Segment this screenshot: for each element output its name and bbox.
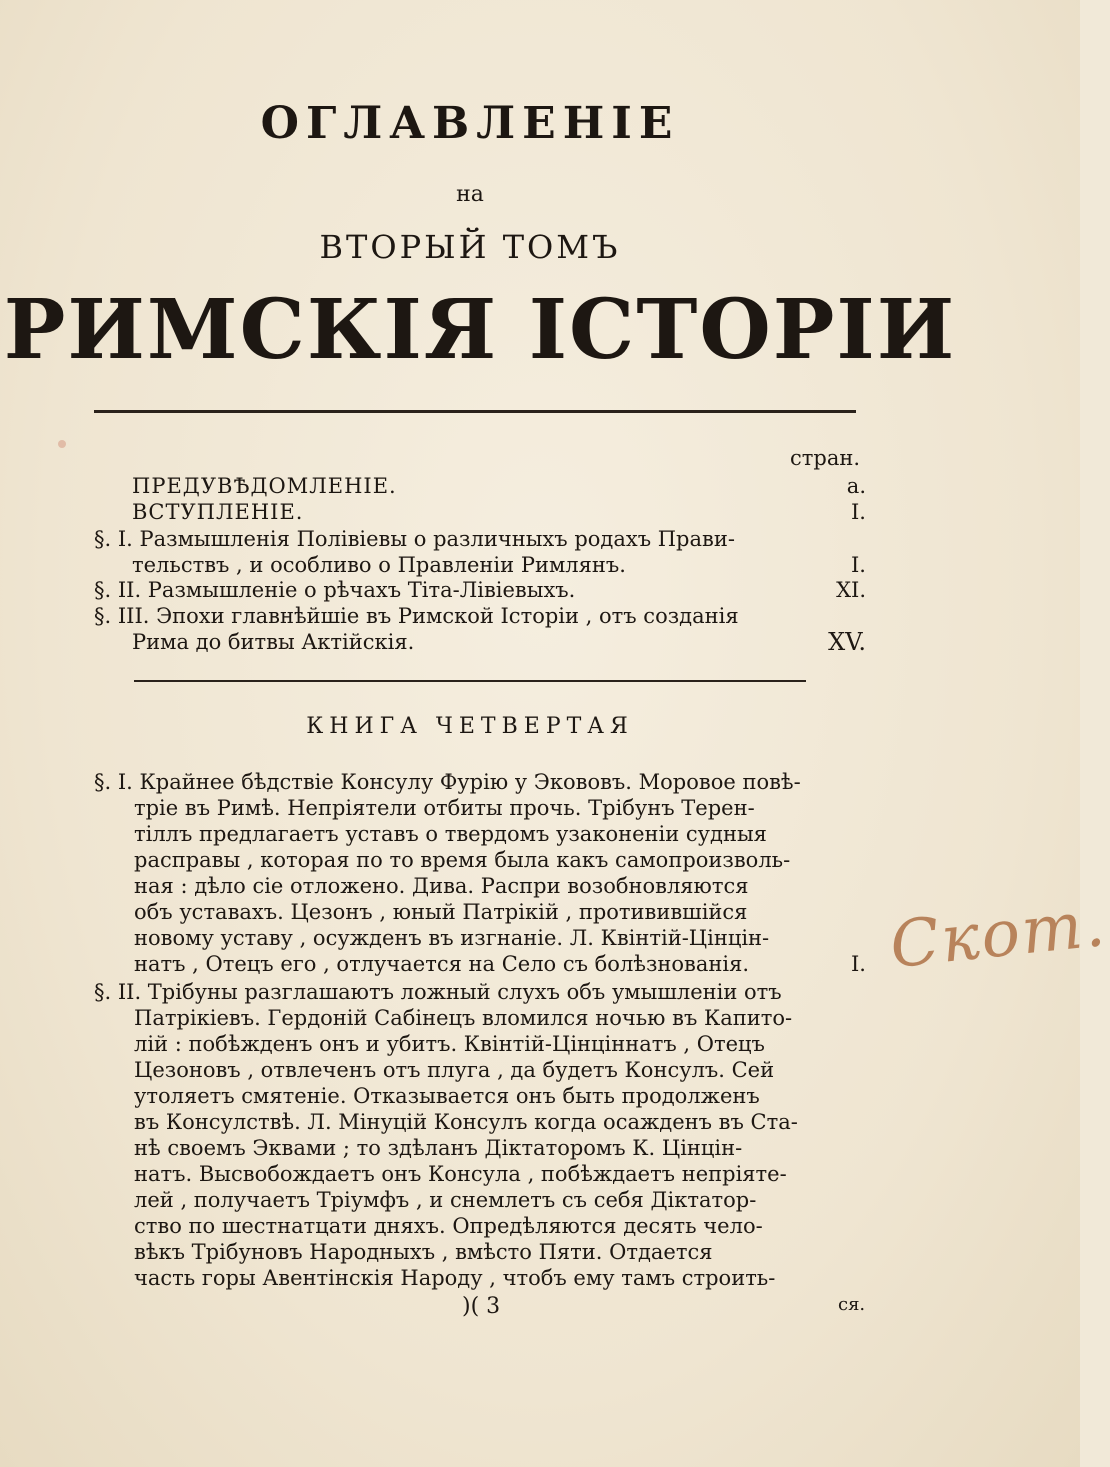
section-divider [134, 680, 806, 682]
toc-entry-text: §. II. Размышленіе о рѣчахъ Тіта-Лівіевыхъ. [94, 578, 576, 602]
toc-entry-text: ПРЕДУВѢДОМЛЕНІЕ. [132, 474, 397, 498]
volume-subtitle: ВТОРЫЙ ТОМЪ [319, 228, 621, 266]
toc-entry-text: ВСТУПЛЕНІЕ. [132, 500, 304, 524]
summary-line: лій : побѣжденъ онъ и убитъ. Квінтій-Цінціннатъ , Отецъ [134, 1032, 765, 1056]
toc-entry-page: а. [846, 474, 866, 498]
summary-line: ная : дѣло сіе отложено. Дива. Распри возобновляются [134, 874, 749, 898]
summary-line: новому уставу , осужденъ въ изгнаніе. Л. Квінтій-Цінцін- [134, 926, 770, 950]
summary-line: расправы , которая по то время была какъ самопроизволь- [134, 848, 791, 872]
toc-entry-text: тельствъ , и особливо о Правленіи Римлянъ. [132, 553, 626, 577]
summary-line: часть горы Авентінскія Народу , чтобъ ему тамъ строить- [134, 1266, 776, 1290]
summary-line: лей , получаетъ Тріумфъ , и снемлетъ съ себя Діктатор- [134, 1188, 757, 1212]
toc-entry-page: I. [851, 553, 866, 577]
summary-line: натъ. Высвобождаетъ онъ Консула , побѣждаетъ непріяте- [134, 1162, 787, 1186]
toc-entry-page: XI. [836, 578, 866, 602]
summary-line: въ Консулствѣ. Л. Мінуцій Консулъ когда осажденъ въ Ста- [134, 1110, 798, 1134]
toc-entry-text: §. I. Размышленія Полівіевы о различныхъ родахъ Прави- [94, 527, 735, 551]
summary-line: вѣкъ Трібуновъ Народныхъ , вмѣсто Пяти. Отдается [134, 1240, 713, 1264]
summary-line: Цезоновъ , отвлеченъ отъ плуга , да будетъ Консулъ. Сей [134, 1058, 775, 1082]
catchword: ся. [838, 1294, 866, 1315]
summary-line: Патрікіевъ. Гердоній Сабінецъ вломился ночью въ Капито- [134, 1006, 793, 1030]
handwritten-margin-note: Скот. [886, 886, 1110, 984]
toc-entry-page: I. [851, 500, 866, 524]
book-heading: КНИГА ЧЕТВЕРТАЯ [306, 714, 634, 739]
title-divider [94, 410, 856, 413]
title-preposition: на [456, 182, 484, 207]
summary-line: §. I. Крайнее бѣдствіе Консулу Фурію у Экововъ. Моровое повѣ- [94, 770, 801, 794]
summary-line: тіллъ предлагаетъ уставъ о твердомъ узаконеніи судныя [134, 822, 767, 846]
summary-line: утоляетъ смятеніе. Отказывается онъ быть продолженъ [134, 1084, 760, 1108]
summary-line: §. II. Трібуны разглашаютъ ложный слухъ объ умышленіи отъ [94, 980, 782, 1004]
summary-line: ство по шестнатцати дняхъ. Опредѣляются десять чело- [134, 1214, 763, 1238]
summary-page-ref: I. [851, 952, 866, 976]
summary-line: натъ , Отецъ его , отлучается на Село съ болѣзнованія. [134, 952, 750, 976]
summary-line: объ уставахъ. Цезонъ , юный Патрікій , противившійся [134, 900, 748, 924]
page-title: ОГЛАВЛЕНІЕ [260, 98, 680, 149]
toc-entry-page: XV. [828, 628, 866, 656]
book-main-title: РИМСКІЯ ІСТОРІИ [3, 282, 957, 378]
summary-line: тріе въ Римѣ. Непріятели отбиты прочь. Трібунъ Терен- [134, 796, 755, 820]
summary-line: нѣ своемъ Эквами ; то здѣланъ Діктаторомъ К. Цінцін- [134, 1136, 743, 1160]
toc-entry-text: Рима до битвы Актійскія. [132, 630, 415, 654]
page-column-heading: стран. [790, 446, 861, 470]
ink-stain [58, 440, 66, 448]
toc-entry-text: §. III. Эпохи главнѣйшіе въ Римской Історіи , отъ созданія [94, 604, 739, 628]
printer-signature-mark: )( 3 [462, 1294, 501, 1319]
